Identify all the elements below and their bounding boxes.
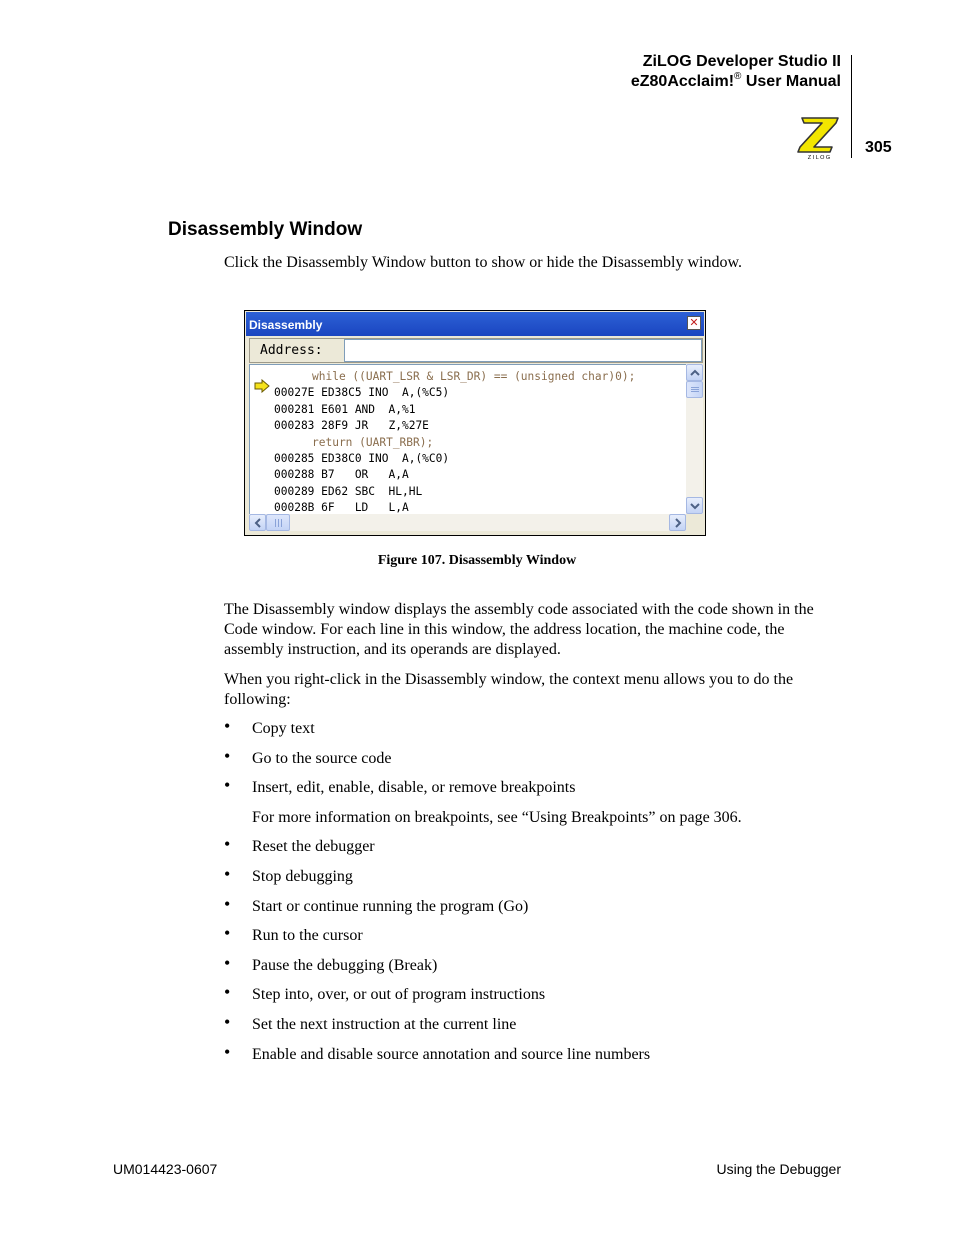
bullet-dot: • — [224, 1012, 231, 1032]
bullet-item — [224, 1012, 844, 1035]
chevron-down-icon — [690, 501, 700, 511]
window-title: Disassembly — [249, 318, 323, 332]
header-rule — [851, 55, 852, 158]
bullet-text: Start or continue running the program (Go) — [252, 898, 529, 915]
bullet-text: Copy text — [252, 720, 315, 737]
bullet-item — [224, 864, 844, 887]
bullet-text: Stop debugging — [252, 868, 353, 885]
bullet-dot: • — [224, 953, 231, 973]
scroll-down-button[interactable] — [686, 497, 703, 514]
bullet-dot: • — [224, 982, 231, 1002]
svg-text:Z I L O G: Z I L O G — [807, 155, 831, 160]
disassembly-line[interactable]: 000285 ED38C0 INO A,(%C0) — [274, 452, 450, 465]
bullet-item — [224, 775, 844, 798]
manual-name: User Manual — [741, 73, 841, 90]
section-title: Disassembly Window — [168, 219, 363, 240]
footer-doc-id: UM014423-0607 — [113, 1161, 218, 1177]
chevron-right-icon — [673, 518, 683, 528]
bullet-text: Set the next instruction at the current line — [252, 1016, 517, 1033]
bullet-dot: • — [224, 746, 231, 766]
window-title-bar — [246, 312, 704, 336]
close-icon[interactable]: ✕ — [687, 316, 701, 330]
bullet-dot: • — [224, 775, 231, 795]
footer-section: Using the Debugger — [716, 1161, 841, 1177]
bullet-dot: • — [224, 834, 231, 854]
disassembly-line[interactable]: 000283 28F9 JR Z,%27E — [274, 419, 429, 433]
disassembly-code-area[interactable] — [249, 364, 686, 514]
bullet-item — [224, 746, 844, 769]
bullet-dot: • — [224, 716, 231, 736]
disassembly-line[interactable]: 000289 ED62 SBC HL,HL — [274, 484, 423, 498]
intro-paragraph: Click the Disassembly Window button to show or hide the Disassembly window. — [224, 254, 742, 271]
figure-caption-text: Figure 107. Disassembly Window — [377, 553, 577, 568]
header-line-2 — [631, 72, 841, 92]
bullet-dot: • — [224, 894, 231, 914]
registered-mark: ® — [734, 71, 742, 82]
bullet-item — [224, 716, 844, 739]
address-bar — [249, 338, 703, 363]
header-line-1: ZiLOG Developer Studio II — [642, 53, 841, 70]
current-instruction-arrow-icon — [254, 379, 270, 393]
address-label: Address: — [260, 343, 323, 358]
bullet-item — [224, 923, 844, 946]
bullet-item — [224, 894, 844, 917]
zilog-logo — [796, 114, 842, 160]
running-header — [631, 52, 841, 92]
horizontal-scroll-thumb[interactable] — [266, 514, 290, 531]
bullet-item — [224, 1042, 844, 1065]
scrollbar-corner — [686, 514, 703, 531]
source-annotation-line[interactable]: while ((UART_LSR & LSR_DR) == (unsigned char)0); — [312, 370, 636, 383]
address-input[interactable] — [344, 339, 702, 362]
context-menu-intro: When you right-click in the Disassembly window, the context menu allows you to do the following: — [224, 671, 794, 708]
figure-caption — [0, 553, 954, 569]
source-annotation-line[interactable]: return (UART_RBR); — [312, 435, 434, 449]
disassembly-line[interactable]: 00027E ED38C5 INO A,(%C5) — [274, 386, 450, 400]
bullet-text: Step into, over, or out of program instructions — [252, 986, 546, 1003]
bullet-item — [224, 953, 844, 976]
disassembly-line[interactable]: 000281 E601 AND A,%1 — [274, 402, 416, 416]
vertical-scrollbar[interactable] — [686, 364, 703, 514]
bullet-text: Run to the cursor — [252, 927, 363, 944]
vertical-scroll-thumb[interactable] — [686, 381, 703, 398]
scroll-right-button[interactable] — [669, 514, 686, 531]
breakpoint-note: For more information on breakpoints, see “Using Breakpoints” on page 306. — [252, 809, 742, 826]
page-number: 305 — [865, 139, 892, 156]
chevron-left-icon — [253, 518, 263, 528]
product-name: eZ80Acclaim! — [630, 73, 735, 90]
bullet-text: Reset the debugger — [252, 838, 375, 855]
bullet-text: Go to the source code — [252, 750, 392, 767]
description-paragraph: The Disassembly window displays the assembly code associated with the code shown in the Code window. For each line in this window, the address location, the machine code, the assembly instruction, and its operands are displayed. — [224, 601, 814, 658]
disassembly-line[interactable]: 000288 B7 OR A,A — [274, 468, 409, 482]
bullet-item — [224, 982, 844, 1005]
disassembly-line[interactable]: 00028B 6F LD L,A — [274, 501, 409, 514]
bullet-text: Insert, edit, enable, disable, or remove breakpoints — [252, 779, 576, 796]
bullet-text: Enable and disable source annotation and source line numbers — [252, 1046, 651, 1063]
bullet-text: Pause the debugging (Break) — [252, 957, 438, 974]
scroll-up-button[interactable] — [686, 364, 703, 381]
bullet-dot: • — [224, 864, 231, 884]
bullet-dot: • — [224, 923, 231, 943]
horizontal-scrollbar[interactable] — [249, 514, 686, 531]
chevron-up-icon — [690, 368, 700, 378]
bullet-item — [224, 834, 844, 857]
bullet-dot: • — [224, 1042, 231, 1062]
scroll-left-button[interactable] — [249, 514, 266, 531]
disassembly-window — [244, 310, 706, 536]
